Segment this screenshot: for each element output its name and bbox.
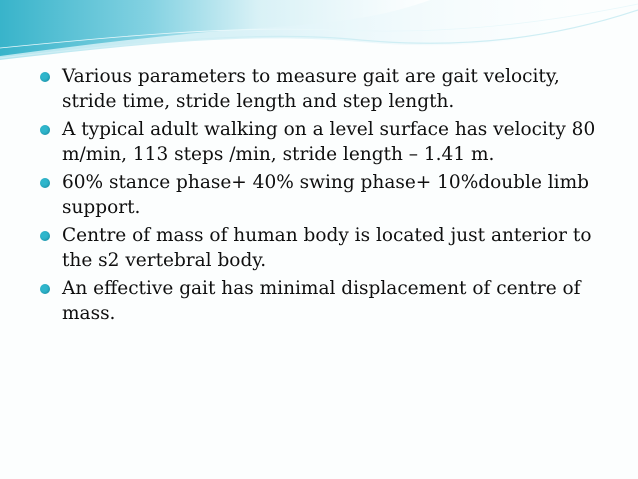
bullet-item [20,223,620,273]
bullet-item [20,117,620,167]
bullet-dot-icon [40,178,50,188]
bullet-text: Various parameters to measure gait are gait velocity, stride time, stride length and step length. [62,66,560,112]
bullet-dot-icon [40,72,50,82]
bullet-text: Centre of mass of human body is located just anterior to the s2 vertebral body. [62,225,592,271]
bullet-dot-icon [40,231,50,241]
bullet-text: An effective gait has minimal displacement of centre of mass. [62,278,581,324]
bullet-dot-icon [40,284,50,294]
bullet-list [20,64,620,326]
slide-body [20,64,620,329]
bullet-text: A typical adult walking on a level surface has velocity 80 m/min, 113 steps /min, stride length – 1.41 m. [62,119,596,165]
bullet-text: 60% stance phase+ 40% swing phase+ 10%double limb support. [62,172,589,218]
bullet-item [20,276,620,326]
bullet-item [20,64,620,114]
bullet-dot-icon [40,125,50,135]
bullet-item [20,170,620,220]
